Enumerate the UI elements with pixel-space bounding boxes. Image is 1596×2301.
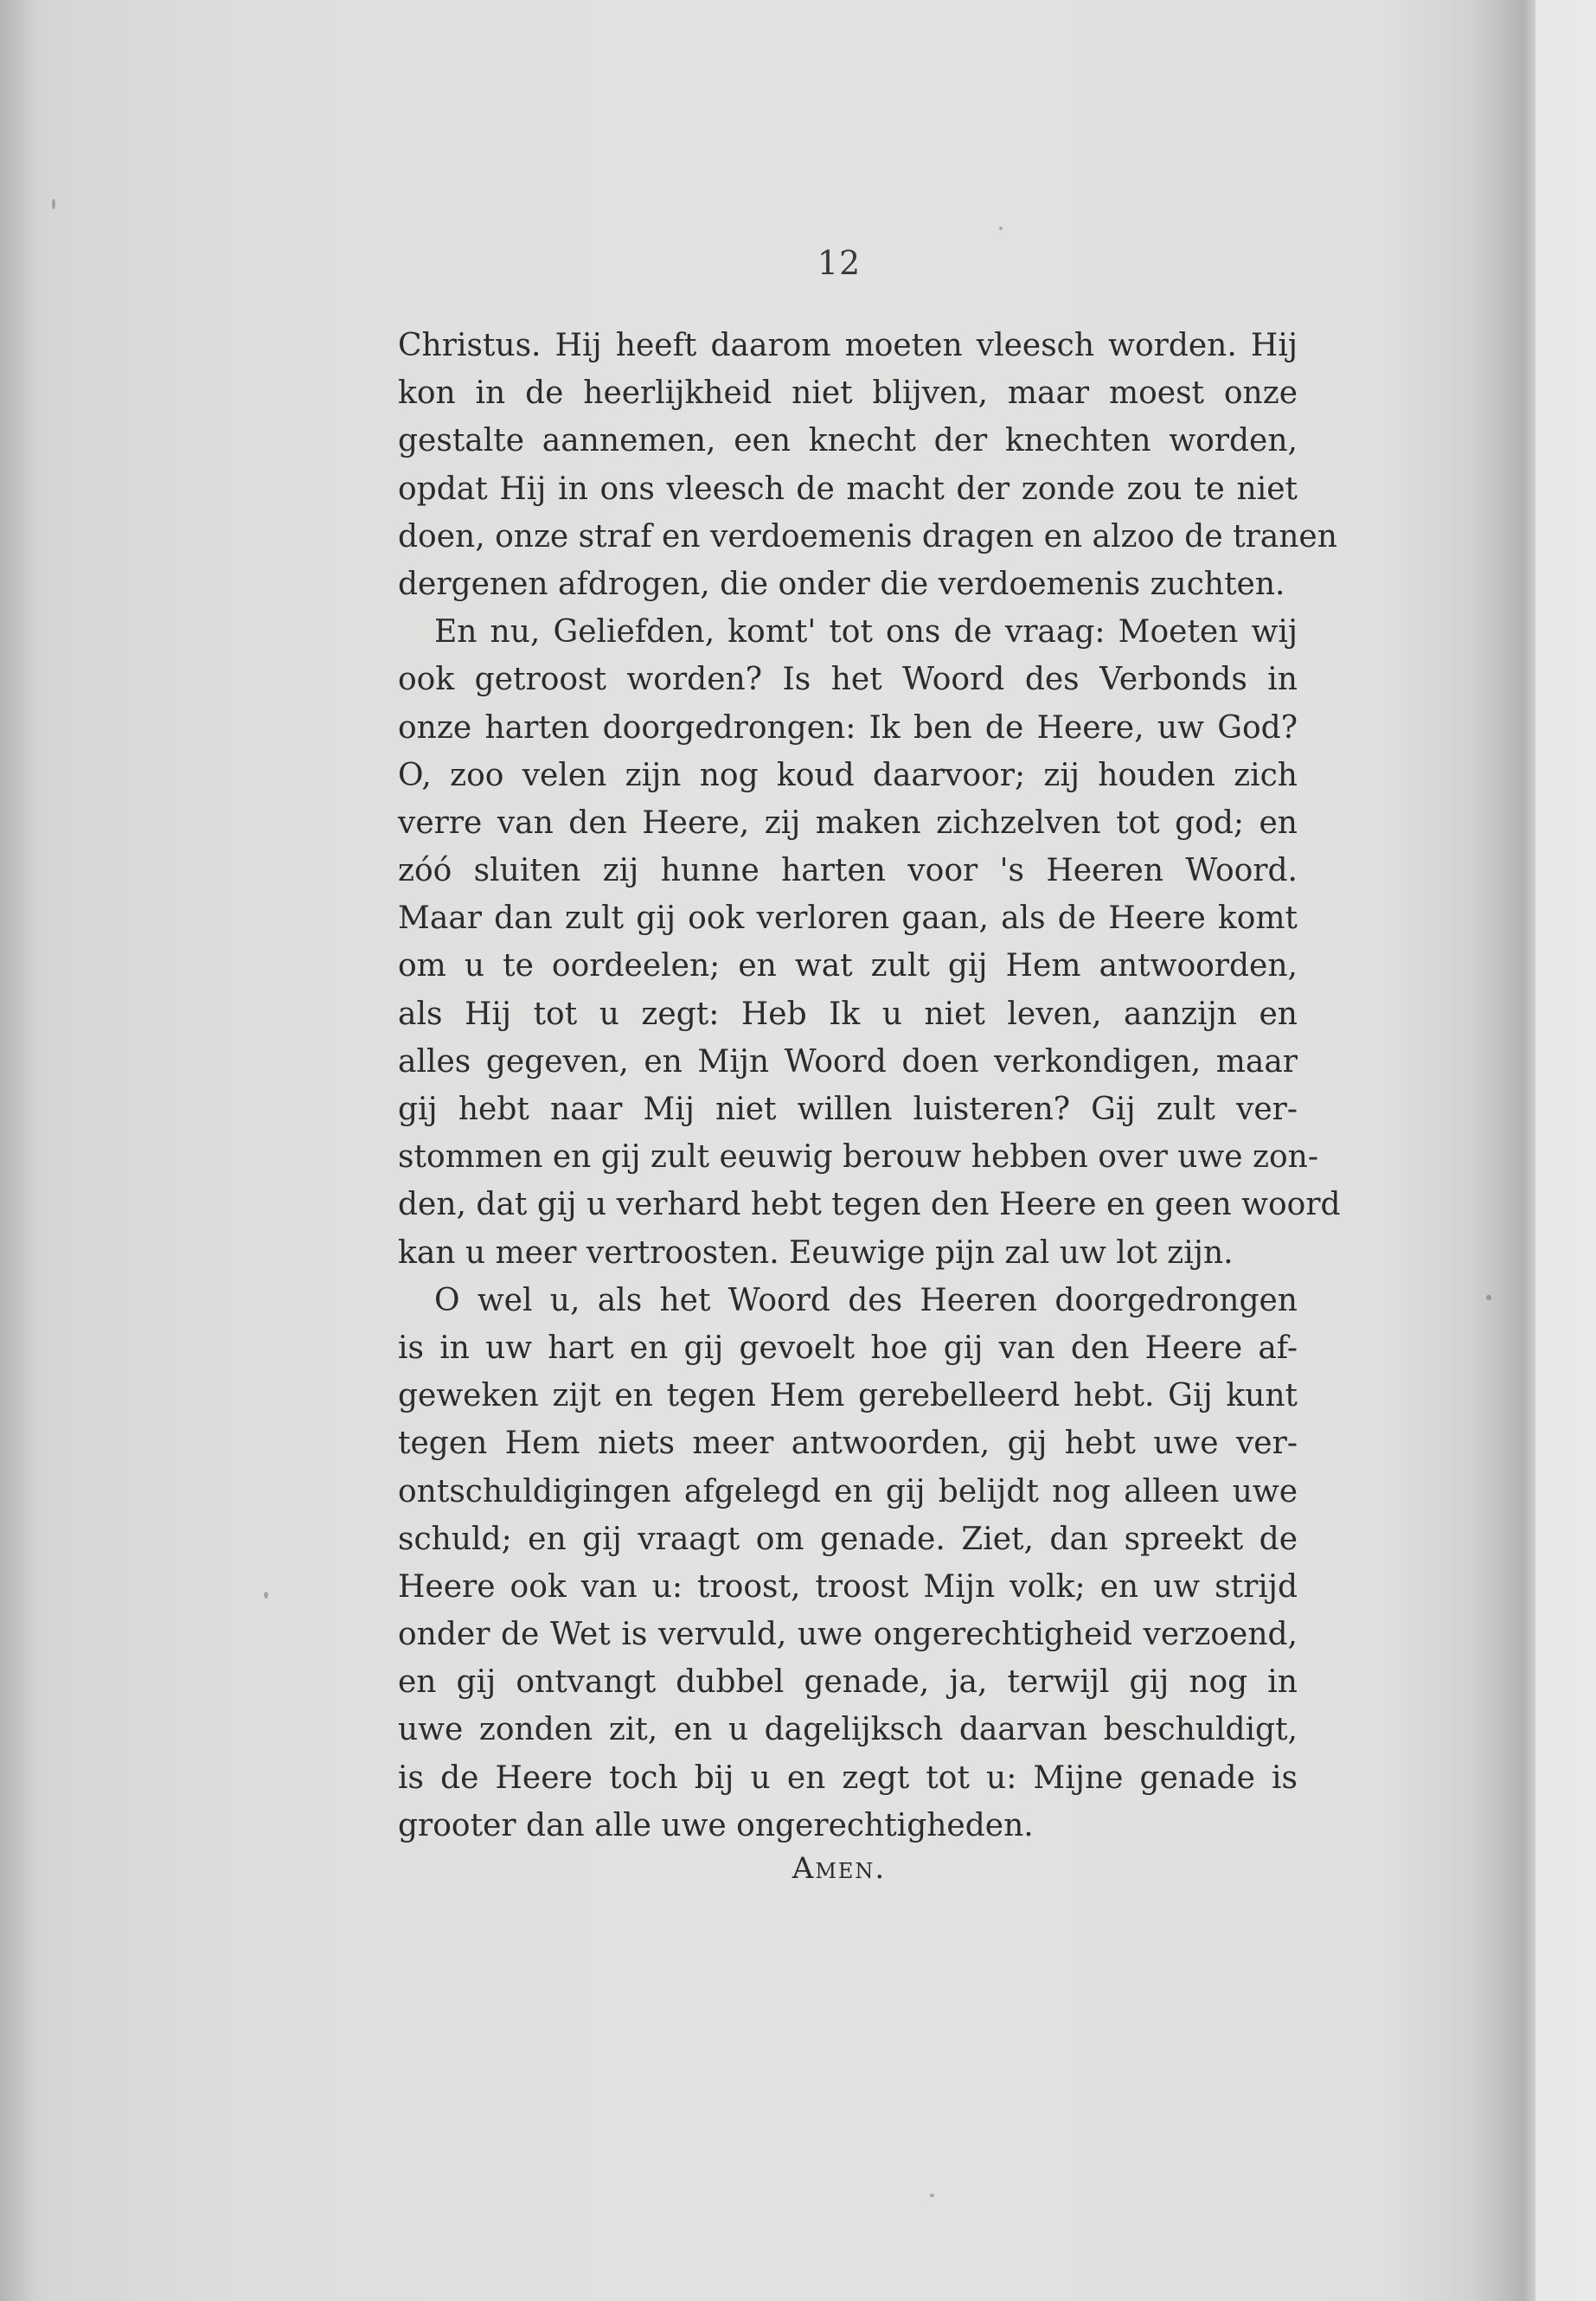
text-line: schuld; en gij vraagt om genade. Ziet, dan spreekt de (398, 1521, 1298, 1557)
text-line: den, dat gij u verhard hebt tegen den Heere en geen woord (398, 1187, 1341, 1223)
text-line: opdat Hij in ons vleesch de macht der zonde zou te niet (398, 471, 1298, 507)
text-line: ook getroost worden? Is het Woord des Verbonds in (398, 662, 1298, 698)
text-line: onze harten doorgedrongen: Ik ben de Heere, uw God? (398, 709, 1298, 746)
paper-speck (999, 227, 1003, 230)
text-line: dergenen afdrogen, die onder die verdoemenis zuchten. (398, 566, 1285, 602)
text-line: om u te oordeelen; en wat zult gij Hem antwoorden, (398, 948, 1298, 984)
text-line: Maar dan zult gij ook verloren gaan, als de Heere komt (398, 901, 1298, 937)
text-line: kan u meer vertroosten. Eeuwige pijn zal uw lot zijn. (398, 1234, 1234, 1271)
text-line: geweken zijt en tegen Hem gerebelleerd hebt. Gij kunt (398, 1378, 1298, 1414)
body-text (398, 322, 1341, 1849)
closing-amen: Amen. (792, 1851, 887, 1886)
paper-speck (264, 1592, 268, 1599)
text-line: ontschuldigingen afgelegd en gij belijdt nog alleen uwe (398, 1473, 1298, 1509)
paper-speck (52, 199, 55, 209)
text-line: gestalte aannemen, een knecht der knechten worden, (398, 423, 1298, 459)
text-line: onder de Wet is vervuld, uwe ongerechtigheid verzoend, (398, 1617, 1298, 1653)
page-gutter-shadow (1471, 0, 1535, 2301)
text-line: kon in de heerlijkheid niet blijven, maar moest onze (398, 375, 1298, 412)
page-left-edge-shadow (0, 0, 35, 2301)
text-line: is in uw hart en gij gevoelt hoe gij van den Heere af- (398, 1330, 1298, 1366)
text-line: verre van den Heere, zij maken zichzelven tot god; en (398, 804, 1298, 841)
text-line: Heere ook van u: troost, troost Mijn volk; en uw strijd (398, 1568, 1298, 1605)
text-line: alles gegeven, en Mijn Woord doen verkondigen, maar (398, 1043, 1298, 1080)
text-line: O, zoo velen zijn nog koud daarvoor; zij houden zich (398, 757, 1298, 793)
text-line: O wel u, als het Woord des Heeren doorgedrongen (434, 1282, 1298, 1318)
text-line: grooter dan alle uwe ongerechtigheden. (398, 1807, 1034, 1843)
text-line: gij hebt naar Mij niet willen luisteren? Gij zult ver- (398, 1092, 1298, 1127)
text-line: als Hij tot u zegt: Heb Ik u niet leven, aanzijn en (398, 996, 1298, 1032)
text-line: uwe zonden zit, en u dagelijksch daarvan beschuldigt, (398, 1712, 1298, 1748)
text-line: zóó sluiten zij hunne harten voor 's Heeren Woord. (398, 853, 1298, 889)
text-line: stommen en gij zult eeuwig berouw hebben over uwe zon- (398, 1139, 1319, 1176)
text-line: En nu, Geliefden, komt' tot ons de vraag: Moeten wij (434, 614, 1298, 651)
page-number: 12 (817, 244, 862, 282)
text-line: tegen Hem niets meer antwoorden, gij hebt uwe ver- (398, 1426, 1298, 1462)
text-line: doen, onze straf en verdoemenis dragen en alzoo de tranen (398, 518, 1337, 554)
text-line: is de Heere toch bij u en zegt tot u: Mijne genade is (398, 1759, 1298, 1796)
paper-speck (930, 2194, 934, 2197)
text-line: en gij ontvangt dubbel genade, ja, terwijl gij nog in (398, 1664, 1298, 1701)
paper-speck (1486, 1295, 1491, 1300)
text-line: Christus. Hij heeft daarom moeten vleesch worden. Hij (398, 328, 1298, 363)
